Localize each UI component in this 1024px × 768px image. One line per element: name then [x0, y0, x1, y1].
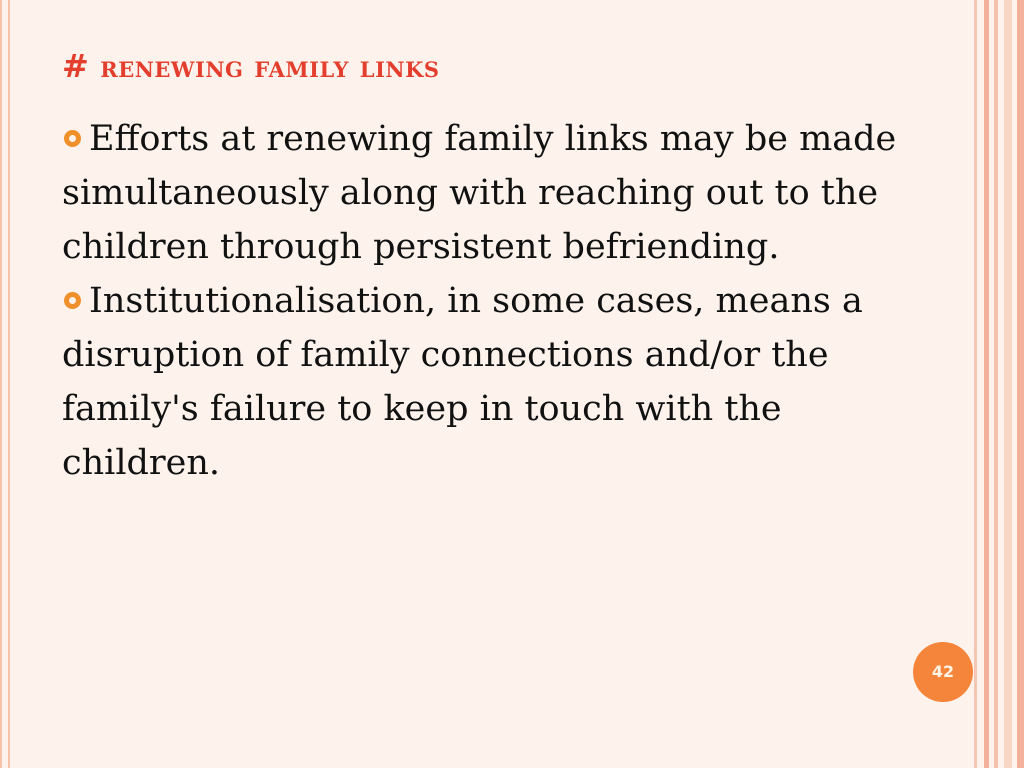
bullet-ring-icon	[64, 292, 81, 309]
bullet-item	[62, 112, 942, 274]
slide-content	[62, 112, 942, 490]
slide-title	[62, 44, 942, 90]
right-stripe	[1017, 0, 1024, 768]
bullet-text: Institutionalisation, in some cases, means a disruption of family connections and/or the family's failure to keep in touch with the children.	[62, 281, 863, 483]
page-number: 42	[931, 662, 955, 681]
left-border-decoration	[0, 0, 14, 768]
title-hash: #	[62, 47, 90, 85]
right-stripe	[984, 0, 989, 768]
bullet-item	[62, 274, 942, 490]
right-border-decoration	[974, 0, 1024, 768]
title-text: renewing family links	[100, 50, 440, 85]
bullet-ring-icon	[64, 130, 81, 147]
right-stripe	[994, 0, 998, 768]
page-number-badge	[913, 642, 973, 702]
right-stripe	[974, 0, 977, 768]
bullet-text: Efforts at renewing family links may be made simultaneously along with reaching out to the children through persistent befriending.	[62, 119, 897, 267]
right-stripe	[1004, 0, 1012, 768]
